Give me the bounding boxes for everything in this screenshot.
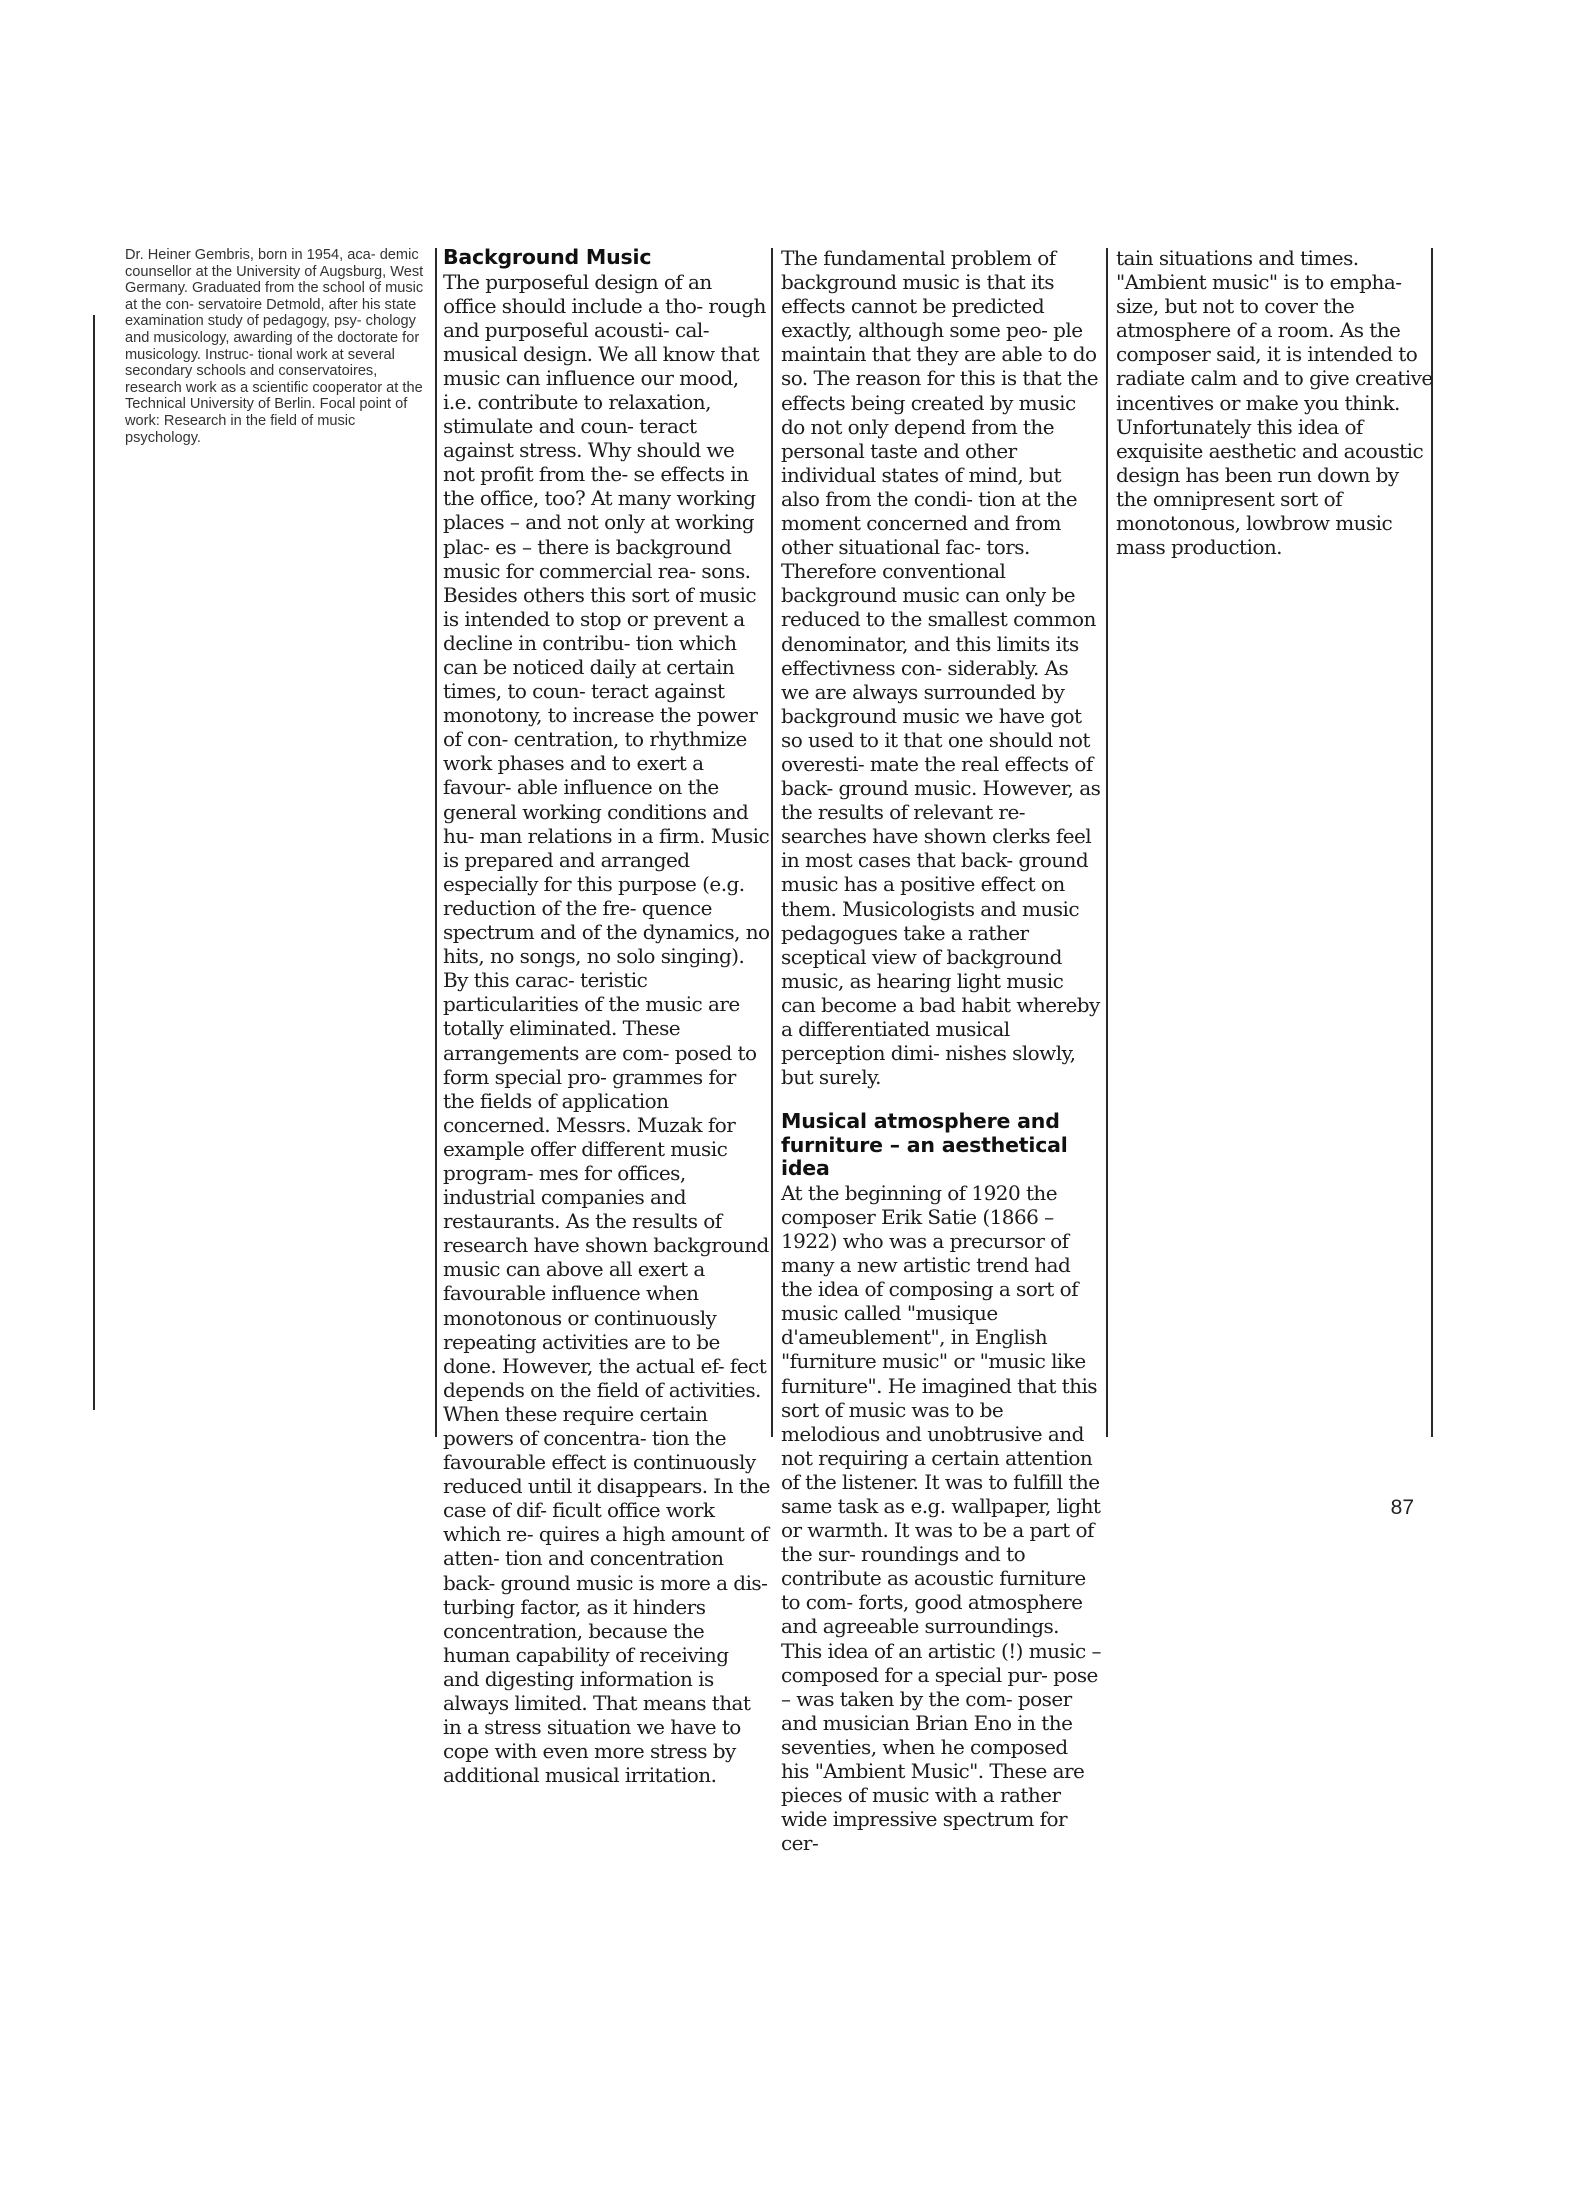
column-rule-1 (435, 248, 437, 1437)
section-body-musical-atmosphere: At the beginning of 1920 the composer Erik Satie (1866 – 1922) who was a precursor of many a new artistic trend had the idea of composing a sort of music called "musique d'ameublement", in English "furniture music" or "music like furniture". He imagined that this sort of music was to be melodious and unobtrusive and not requiring a certain attention of the listener. It was to fulfill the same task as e.g. wallpaper, light or warmth. It was to be a part of the sur- roundings and to contribute as acoustic furniture to com- forts, good atmosphere and agreeable surroundings. This idea of an artistic (!) music – composed for a special pur- pose – was taken by the com- poser and musician Brian Eno in the seventies, when he composed his "Ambient Music". These are pieces of music with a rather wide impressive spectrum for cer- (781, 1180, 1101, 1856)
section-body-background-music: The purposeful design of an office should include a tho- rough and purposeful acousti- cal-musical design. We all know that music can influence our mood, i.e. contribute to relaxation, stimulate and coun- teract against stress. Why should we not profit from the- se effects in the office, too? At many working places – and not only at working plac- es – there is background music for commercial rea- sons. Besides others this sort of music is intended to stop or prevent a decline in contribu- tion which can be noticed daily at certain times, to coun- teract against monotony, to increase the power of con- centration, to rhythmize work phases and to exert a favour- able influence on the general working conditions and hu- man relations in a firm. Music is prepared and arranged especially for this purpose (e.g. reduction of the fre- quence spectrum and of the dynamics, no hits, no songs, no solo singing). By this carac- teristic particularities of the music are totally eliminated. These arrangements are com- posed to form special pro- grammes for the fields of application concerned. Messrs. Muzak for example offer different music program- mes for offices, industrial companies and restaurants. As the results of research have shown background music can above all exert a favourable influence when monotonous or continuously repeating activities are to be done. However, the actual ef- fect depends on the field of activities. When these require certain powers of concentra- tion the favourable effect is continuously reduced until it disappears. In the case of dif- ficult office work which re- quires a high amount of atten- tion and concentration back- ground music is more a dis- turbing factor, as it hinders concentration, because the human capability of receiving and digesting information is always limited. That means that in a stress situation we have to cope with even more stress by additional musical irritation. (443, 269, 770, 1788)
column-2-paragraph: The fundamental problem of background music is that its effects cannot be predicted exactly, although some peo- ple maintain that they are able to do so. The reason for this is that the effects being created by music do not only depend from the personal taste and other individual states of mind, but also from the condi- tion at the moment concerned and from other situational fac- tors. Therefore conventional background music can only be reduced to the smallest common denominator, and this limits its effectivness con- siderably. As we are always surrounded by background music we have got so used to it that one should not overesti- mate the real effects of back- ground music. However, as the results of relevant re- searches have shown clerks feel in most cases that back- ground music has a positive effect on them. Musicologists and music pedagogues take a rather sceptical view of background music, as hearing light music can become a bad habit whereby a differentiated musical perception dimi- nishes slowly, but surely. (781, 246, 1101, 1090)
column-rule-3 (1106, 248, 1108, 1437)
column-rule-left (93, 315, 95, 1410)
section-heading-background-music: Background Music (443, 245, 652, 269)
column-rule-2 (771, 248, 773, 1437)
article-column-3 (1116, 246, 1434, 559)
column-3-paragraph: tain situations and times. "Ambient music" is to empha- size, but not to cover the atmosphere of a room. As the composer said, it is intended to radiate calm and to give creative incentives or make you think. Unfortunately this idea of exquisite aesthetic and acoustic design has been run down by the omnipresent sort of monotonous, lowbrow music mass production. (1116, 246, 1433, 560)
article-column-2 (781, 246, 1101, 1855)
page-number: 87 (1390, 1496, 1414, 1519)
article-column-1 (443, 246, 770, 1787)
section-heading-musical-atmosphere: Musical atmosphere and furniture – an aesthetical idea (781, 1109, 1068, 1181)
author-bio: Dr. Heiner Gembris, born in 1954, aca- demic counsellor at the University of Augsburg, West Germany. Graduated from the school of music at the con- servatoire Detmold, after his state examination study of pedagogy, psy- chology and musicology, awarding of the doctorate for musicology. Instruc- tional work at several secondary schools and conservatoires, research work as a scientific cooperator at the Technical University of Berlin. Focal point of work: Research in the field of music psychology. (125, 247, 424, 446)
